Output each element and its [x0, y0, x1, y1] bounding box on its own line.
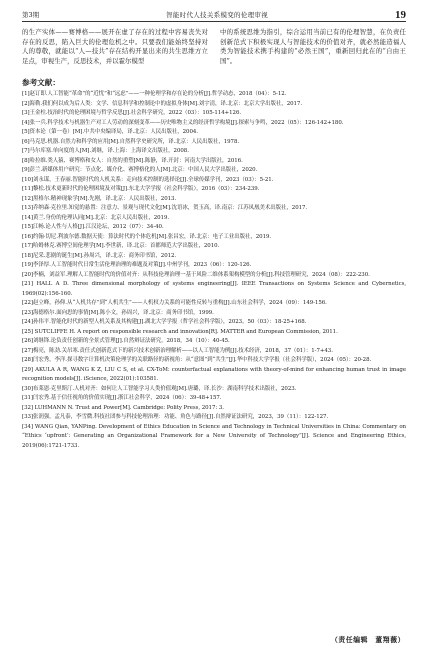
body-right-column: 中的系统思维为指引，综合运用当前已有的伦理智慧，在负责任创新范式下积极实现人与智能技术的价值对齐，就必然能造福人类为智能技术携手构建的“必然王国”，重新回归此在的“自由王国”。 — [220, 28, 406, 65]
reference-item: [6]马克思.机器.自然力和科学的应用[M].自然科学史研究所，译.北京：人民出版社，1978. — [22, 138, 240, 145]
body-left-column: 的生产实体——赛博格——展开在虚了存在的过程中容易丧失对存在的反思，陷入巨大的伦理危机之中。只要我们能始终坚持对人的尊敬，就能以“人—技共”存在结构开显出来的共生思维方立足点，审视生产，反思技术，并以霍尔模型 — [22, 28, 208, 65]
reference-item: [13]乔纳森·克拉里.知觉的悬置：注意力、景观与现代文化[M].沈语冰，贺玉高，译.南京：江苏凤凰美术出版社，2017. — [22, 205, 308, 211]
reference-item: [16]约翰·切尼.利波尔德.数据天使：算法时代的个体危机[M].张昌宏，译.北京：电子工业出版社，2019. — [22, 233, 272, 240]
reference-item: [7]马尔库塞.单向度的人[M].刘继，译.上海：上海译文出版社，2008. — [22, 148, 189, 154]
issue-number: 第3期 — [22, 11, 40, 19]
reference-item: [9]彭兰.新媒体用户研究：节点化、媒介化、赛博格化的人[M].北京：中国人民大学出版社，2020. — [22, 167, 258, 173]
reference-item: [31]闫宏秀.基于信任视角的价值实现[J].浙江社会科学，2024（06）：39-48+157. — [22, 395, 222, 401]
reference-item: [11]黎松.技术更新时代的伦理困境及对策[J].东北大学学报（社会科学版），2016（03）：234-239. — [22, 186, 260, 192]
reference-item: [15]江畅.论人性与人格[J].江汉论坛，2012（07）：34-40. — [22, 224, 164, 230]
reference-item: [26]刘继锋.论负责任创新的全景式管理[J].自然辩证法研究，2018，34（10）：40-45. — [22, 338, 230, 344]
reference-item: [1]赵订即.人工智能“革命”的“近忧”和“远虑”——一种伦理学和存在论的分析[J].哲学动态，2018（04）：5-12. — [22, 91, 287, 97]
reference-item: [5]资本论（第一卷）[M].中共中央编译局，译.北京：人民出版社，2004. — [22, 129, 198, 135]
running-title: 智能时代人技关系模变的伦理审视 — [166, 11, 269, 19]
reference-list — [22, 90, 406, 610]
reference-item: [14]黄兰.身份的伦理认同[M].北京：北京人民出版社，2019. — [22, 214, 170, 221]
reference-item: [25] SUTCLIFFE H. A report on responsible research and innovation[R]. MATTER and European Commission, 2011. — [22, 328, 338, 335]
reference-item: [10]刘永谋，王春丽.智能时代的人机关系：走向技术控制的选择论[J].全球传媒学刊，2023（03）：5-21. — [22, 176, 274, 183]
reference-item: [20]李楠，刘益军.理解人工智能时代的价值对齐：从科技伦理治理一基于风险二维体系架构模型的分析[J].科技管理研究，2024（08）：222-230. — [22, 271, 370, 278]
reference-item: [29] AKULA A R, WANG K Z, LIU C S, et al. CX-ToM: counterfactual explanations with theory-of-mind for enhancing human trust in image recognition models[J]. iScience, 2022(01):103581. — [22, 366, 406, 382]
reference-item: [18]尼采.悲剧的诞生[M].孙周兴，译.北京：商务印书馆，2012. — [22, 252, 177, 259]
reference-item: [19]李泽厚.人工智能时代日常生活伦理治理的难题及对策[J].中州学刊，2023（06）：120-126. — [22, 262, 252, 268]
reference-item: [3]王金柱.技治时代的伦理困境与哲学反思[J].社会科学研究，2022（03）：105-114+126. — [22, 110, 242, 116]
reference-item: [30]布莱恩·克里斯汀.人机对齐：如何让人工智能学习人类价值观[M].唐璐，译.长沙：湖南科学技术出版社，2023. — [22, 385, 297, 392]
reference-item: [32] LUHMANN N. Trust and Power[M]. Cambridge: Polity Press, 2017: 3. — [22, 404, 224, 411]
reference-item: [33]张润强，孟凡泰，李雪微.科技社团参与科技伦理治理：功能、角色与路径[J].自然辩证法研究，2023，39（11）：122-127. — [22, 414, 329, 420]
reference-item: [17]哈姆林克.赛博空间伦理学[M].李世新，译.北京：首都师范大学出版社，2010. — [22, 243, 220, 249]
responsible-editor: （责任编辑 董翔薇） — [331, 636, 405, 644]
reference-item: [4]张一兵.科学技术与机器生产对工人劳动的深刻变革——历史唯物主义的经济哲学构境[J].探索与争鸣，2022（05）：126-142+180. — [22, 119, 344, 126]
reference-item: [28]闫宏秀，李洋.探寻数字计算机决策伦理学的关联路径的新视角：从“意图”到“共生”[J].华中科技大学学报（社会科学版），2024（05）：20-28. — [22, 357, 372, 363]
reference-item: [8]哈拉维.类人猿、赛博格和女人：自然的重塑[M].陈静，译.开封：河南大学出版社，2016. — [22, 157, 243, 164]
page-number: 19 — [394, 9, 406, 21]
reference-item: [24]孙伟平.智能化时代的新型人机关系及其构建[J].湖北大学学报（哲学社会科学版），2023，50（03）：18-25+168. — [22, 319, 307, 325]
body-text — [22, 28, 406, 74]
references-heading: 参考文献： — [22, 78, 60, 87]
reference-item: [27]梅亮，陈劲.关吊寒.责任式创新范式下的新兴技术创新治理解析——以人工智能为例[J].技术经济，2018，37（01）：1-7+43. — [22, 347, 333, 354]
reference-item: [2]海勒.我们何以成为后人类：文学、信息科学和控制论中的虚拟身体[M].刘宇清，译.北京：北京大学出版社，2017. — [22, 100, 303, 107]
reference-item: [21] HALL A D. Three dimensional morphology of systems engineering[J]. IEEE Transactions on Systems Science and Cybernetics, 1969(02):156-160. — [22, 281, 406, 297]
running-header — [22, 6, 406, 22]
reference-item: [34] WANG Qian, YANPing. Development of Ethics Education in Science and Technology in Technical Universities in China: Commentary on “Ethics ‘upfront’: Generating an Organizational Framework for a New University of Technology”[J]. Science and Engineering Ethics, 2019(06):1721-1733. — [22, 423, 406, 449]
reference-item: [12]黑格尔.精神现象学[M].先刚，译.北京：人民出版社，2013. — [22, 195, 177, 202]
reference-item: [22]赵立峰，孙仰.从“人机共存”到“人机共生”——人机权力关系的可能性反转与重构[J].山东社会科学，2024（09）：149-156. — [22, 300, 327, 306]
reference-item: [23]海德格尔.面向思的事情[M].陈小文，孙周兴，译.北京：商务印书馆，1999. — [22, 309, 214, 316]
